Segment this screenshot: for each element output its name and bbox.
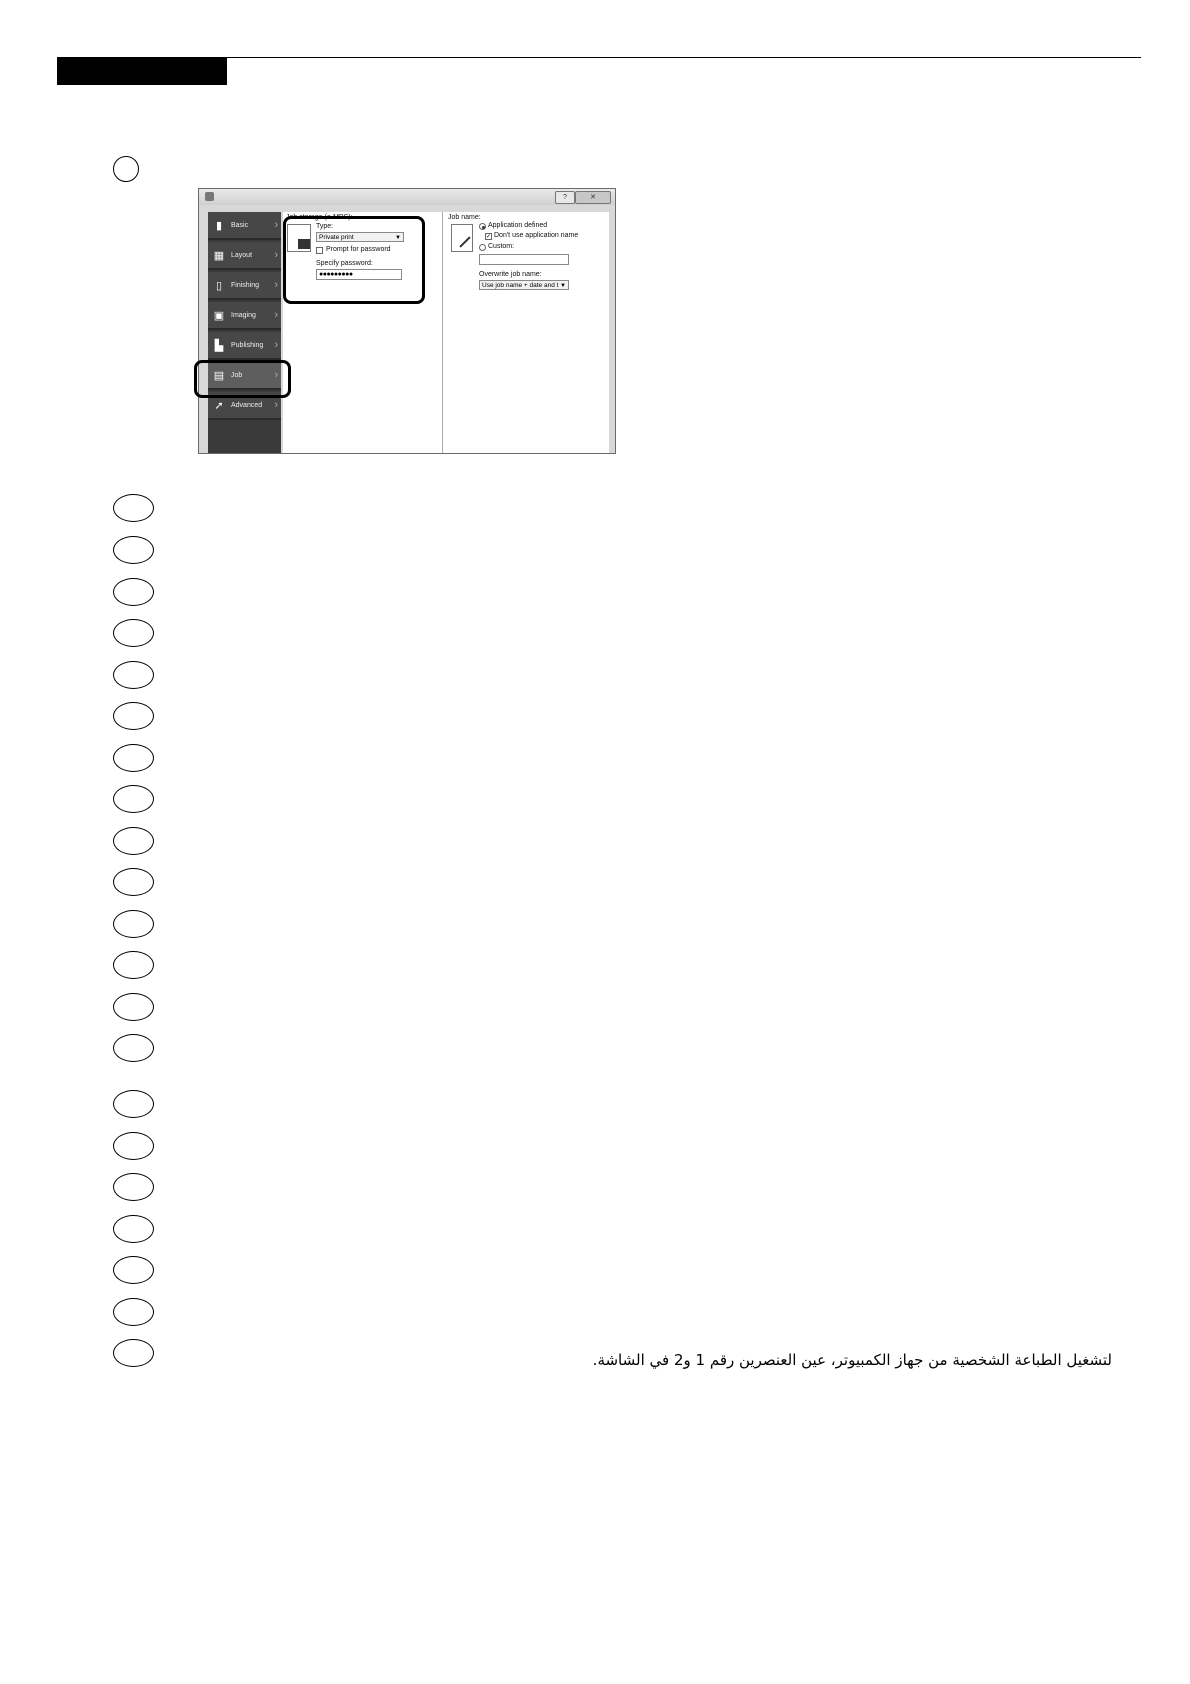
dont-use-app-name-checkbox[interactable]: ✓ bbox=[486, 234, 492, 240]
custom-label: Custom: bbox=[488, 243, 515, 250]
nav-item-layout[interactable] bbox=[208, 242, 281, 270]
nav-label: Advanced bbox=[231, 402, 263, 409]
header-rule bbox=[57, 57, 1141, 58]
custom-name-input[interactable] bbox=[479, 254, 569, 265]
type-label: Type: bbox=[316, 223, 334, 230]
custom-radio[interactable] bbox=[479, 244, 486, 251]
overwrite-job-name-select[interactable] bbox=[479, 280, 569, 290]
language-circle bbox=[113, 619, 154, 647]
dont-use-app-name-label: Don't use application name bbox=[494, 232, 579, 239]
nav-label: Finishing bbox=[231, 282, 260, 289]
chevron-right-icon: › bbox=[274, 249, 278, 261]
application-defined-radio[interactable] bbox=[479, 223, 486, 230]
language-circle bbox=[113, 993, 154, 1021]
language-circle bbox=[113, 1256, 154, 1284]
language-circle bbox=[113, 1090, 154, 1118]
language-circle bbox=[113, 827, 154, 855]
panel-divider bbox=[442, 212, 443, 454]
chevron-right-icon: › bbox=[274, 369, 278, 381]
chevron-right-icon: › bbox=[274, 339, 278, 351]
layout-icon: ▦ bbox=[213, 250, 225, 262]
job-storage-highlight bbox=[283, 216, 425, 304]
nav-label: Publishing bbox=[231, 342, 264, 349]
nav-item-finishing[interactable] bbox=[208, 272, 281, 300]
nav-item-publishing[interactable] bbox=[208, 332, 281, 360]
language-circle bbox=[113, 744, 154, 772]
publishing-icon: ▙ bbox=[214, 340, 224, 352]
overwrite-value: Use job name + date and t bbox=[482, 282, 559, 289]
job-name-icon bbox=[451, 224, 473, 252]
dropdown-arrow-icon: ▼ bbox=[560, 283, 566, 289]
application-defined-label: Application defined bbox=[488, 222, 548, 229]
close-button[interactable]: ✕ bbox=[575, 191, 611, 204]
language-circle bbox=[113, 910, 154, 938]
language-circle bbox=[113, 702, 154, 730]
language-circle bbox=[113, 868, 154, 896]
language-circle bbox=[113, 661, 154, 689]
nav-item-basic[interactable] bbox=[208, 212, 281, 240]
basic-icon: ▮ bbox=[215, 220, 223, 232]
password-input[interactable]: ●●●●●●●●● bbox=[316, 269, 402, 280]
chevron-right-icon: › bbox=[274, 309, 278, 321]
header-bar bbox=[57, 57, 227, 85]
language-circle bbox=[113, 578, 154, 606]
dropdown-arrow-icon: ▼ bbox=[395, 235, 401, 241]
language-circle bbox=[113, 494, 154, 522]
overwrite-job-name-label: Overwrite job name: bbox=[479, 271, 542, 278]
arabic-instruction: لتشغيل الطباعة الشخصية من جهاز الكمبيوتر، عين العنصرين رقم 1 و2 في الشاشة. bbox=[592, 1351, 1112, 1369]
language-circle bbox=[113, 536, 154, 564]
prompt-password-label: Prompt for password bbox=[326, 246, 391, 253]
nav-label: Layout bbox=[231, 252, 253, 259]
specify-password-label: Specify password: bbox=[316, 260, 373, 267]
dialog-title-bar bbox=[199, 189, 615, 205]
type-value: Private print bbox=[319, 234, 354, 241]
job-nav-highlight bbox=[194, 360, 291, 398]
language-circle bbox=[113, 1339, 154, 1367]
language-circle bbox=[113, 1034, 154, 1062]
language-circle bbox=[113, 1298, 154, 1326]
language-circle bbox=[113, 1132, 154, 1160]
chevron-right-icon: › bbox=[274, 279, 278, 291]
nav-label: Basic bbox=[231, 222, 249, 229]
language-circle bbox=[113, 1215, 154, 1243]
job-storage-heading: Job storage (e-MPS): bbox=[286, 214, 353, 221]
nav-label: Job bbox=[231, 372, 243, 379]
pencil-icon bbox=[459, 236, 470, 247]
language-circle bbox=[113, 1173, 154, 1201]
help-button[interactable]: ? bbox=[555, 191, 575, 204]
imaging-icon: ▣ bbox=[213, 310, 225, 322]
nav-sidebar bbox=[208, 212, 281, 454]
language-circle bbox=[113, 951, 154, 979]
chevron-right-icon: › bbox=[274, 219, 278, 231]
advanced-icon: ➚ bbox=[214, 400, 224, 412]
language-circle bbox=[113, 785, 154, 813]
job-name-heading: Job name: bbox=[448, 214, 481, 221]
nav-item-imaging[interactable] bbox=[208, 302, 281, 330]
step-circle bbox=[113, 156, 139, 182]
chevron-right-icon: › bbox=[274, 399, 278, 411]
nav-label: Imaging bbox=[231, 312, 256, 319]
job-icon: ▤ bbox=[213, 370, 225, 382]
finishing-icon: ▯ bbox=[215, 280, 223, 292]
printer-icon bbox=[205, 192, 214, 201]
